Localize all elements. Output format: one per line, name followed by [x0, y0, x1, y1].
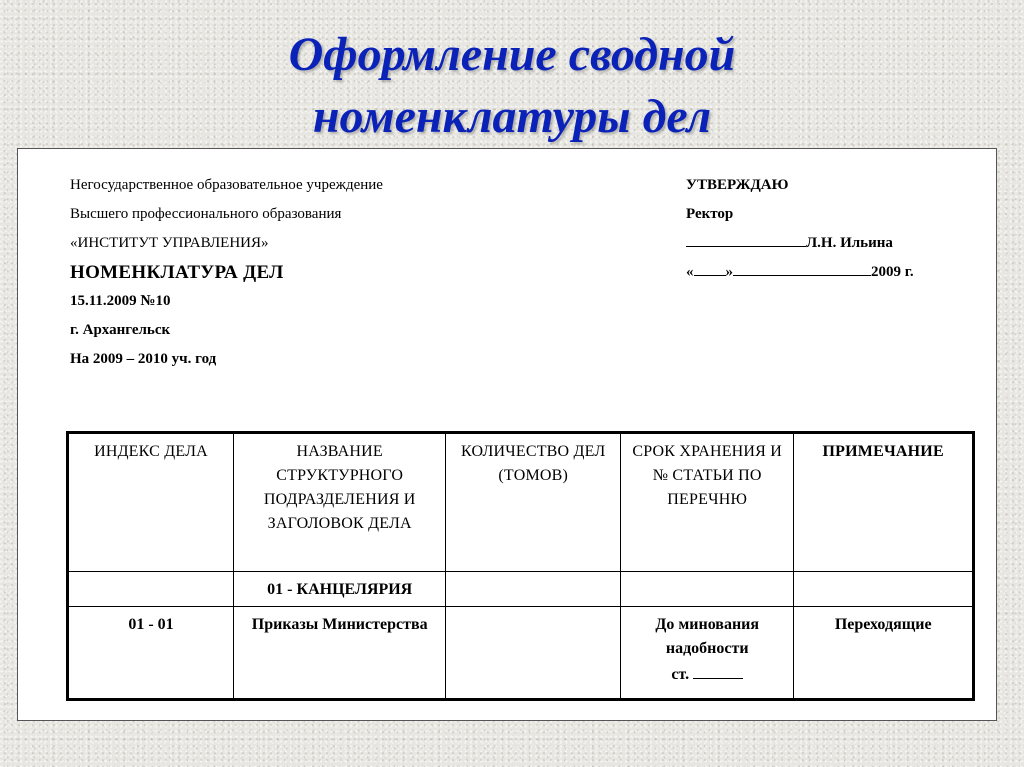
header-count: КОЛИЧЕСТВО ДЕЛ (ТОМОВ)	[446, 433, 621, 572]
approve-date-close: »	[725, 264, 733, 280]
section-row	[68, 572, 974, 607]
doc-city: г. Архангельск	[70, 322, 171, 338]
row-term-text: До минования надобности	[655, 616, 760, 658]
row-term-article-label: ст.	[671, 666, 690, 684]
row-note: Переходящие	[794, 607, 974, 700]
table-row	[68, 607, 974, 700]
section-title: 01 - КАНЦЕЛЯРИЯ	[233, 572, 445, 607]
row-term-article	[625, 663, 789, 687]
table-header-row	[68, 433, 974, 572]
org-line-1: Негосударственное образовательное учреждение	[70, 177, 383, 193]
slide-title-line1: Оформление сводной	[288, 28, 736, 81]
doc-date-number: 15.11.2009 №10	[70, 293, 171, 309]
approve-word: УТВЕРЖДАЮ	[686, 177, 789, 193]
article-blank	[693, 664, 743, 679]
row-title: Приказы Министерства	[233, 607, 445, 700]
approve-signature-line	[686, 229, 914, 258]
month-blank	[733, 261, 871, 276]
section-cell-empty-1	[68, 572, 234, 607]
doc-period: На 2009 – 2010 уч. год	[70, 351, 217, 367]
section-cell-empty-2	[446, 572, 621, 607]
signature-blank	[686, 232, 806, 247]
header-index: ИНДЕКС ДЕЛА	[68, 433, 234, 572]
approve-position: Ректор	[686, 206, 734, 222]
section-cell-empty-3	[621, 572, 794, 607]
org-name: «ИНСТИТУТ УПРАВЛЕНИЯ»	[70, 235, 269, 251]
document-sheet	[17, 148, 997, 721]
approval-block	[686, 171, 914, 287]
org-line-2: Высшего профессионального образования	[70, 206, 342, 222]
approve-date-line	[686, 258, 914, 287]
header-title: НАЗВАНИЕ СТРУКТУРНОГО ПОДРАЗДЕЛЕНИЯ И ЗАГОЛОВОК ДЕЛА	[233, 433, 445, 572]
approve-signature: Л.Н. Ильина	[806, 235, 893, 251]
slide-title	[0, 24, 1024, 148]
organization-block	[70, 171, 383, 374]
day-blank	[694, 261, 726, 276]
approve-date-open: «	[686, 264, 694, 280]
doc-type: НОМЕНКЛАТУРА ДЕЛ	[70, 262, 284, 283]
slide-title-line2: номенклатуры дел	[312, 90, 712, 143]
row-count	[446, 607, 621, 700]
nomenclature-table	[66, 431, 975, 701]
row-term	[621, 607, 794, 700]
header-note: ПРИМЕЧАНИЕ	[794, 433, 974, 572]
approve-date-year: 2009 г.	[871, 264, 914, 280]
section-cell-empty-4	[794, 572, 974, 607]
row-index: 01 - 01	[68, 607, 234, 700]
header-term: СРОК ХРАНЕНИЯ И № СТАТЬИ ПО ПЕРЕЧНЮ	[621, 433, 794, 572]
